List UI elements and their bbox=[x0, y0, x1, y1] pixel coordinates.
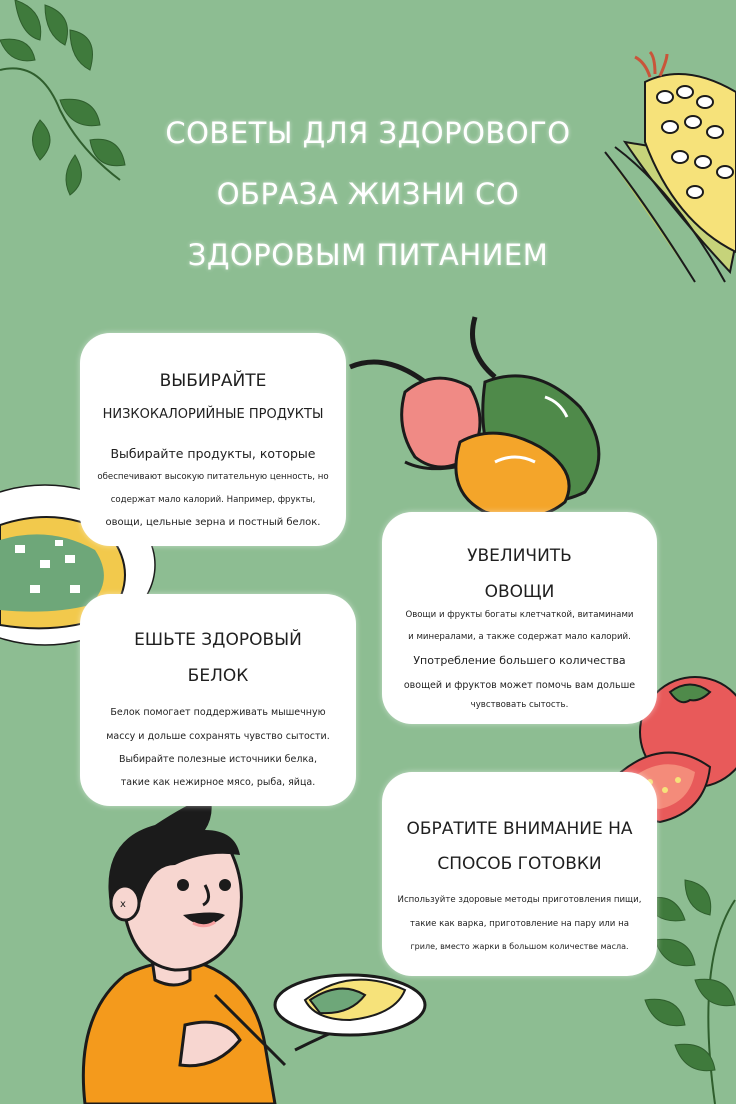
page-title-line-3: ЗДОРОВЫМ ПИТАНИЕМ bbox=[187, 238, 549, 272]
card-body-line-3: гриле, вместо жарки в большом количестве масла. bbox=[410, 942, 629, 951]
card-body-line-4: овощей и фруктов может помочь вам дольше bbox=[403, 680, 636, 691]
card-heading-line-1: ЕШЬТЕ ЗДОРОВЫЙ bbox=[134, 630, 302, 650]
bell-peppers-icon bbox=[345, 312, 610, 527]
card-body-line-1: Используйте здоровые методы приготовления пищи, bbox=[397, 895, 642, 905]
card-heading-line-1: УВЕЛИЧИТЬ bbox=[467, 546, 572, 566]
herb-leaves-icon bbox=[0, 0, 135, 200]
card-body-line-3: Употребление большего количества bbox=[413, 654, 626, 667]
card-body-line-2: и минералами, а также содержат мало калорий. bbox=[408, 632, 631, 642]
page-title-line-1: СОВЕТЫ ДЛЯ ЗДОРОВОГО bbox=[165, 116, 571, 150]
card-body-line-4: овощи, цельные зерна и постный белок. bbox=[105, 517, 321, 528]
svg-text:x: x bbox=[120, 899, 126, 910]
card-body-line-1: Овощи и фрукты богаты клетчаткой, витаминами bbox=[405, 610, 634, 620]
card-heading-line-1: ОБРАТИТЕ ВНИМАНИЕ НА bbox=[406, 819, 633, 839]
card-heading-line-1: ВЫБИРАЙТЕ bbox=[159, 371, 267, 391]
card-body-line-5: чувствовать сытость. bbox=[470, 700, 569, 710]
card-body-line-3: содержат мало калорий. Например, фрукты, bbox=[110, 495, 316, 505]
card-body-line-1: Выбирайте продукты, которые bbox=[110, 446, 316, 461]
card-heading-line-2: ОВОЩИ bbox=[484, 582, 555, 602]
card-heading-line-2: БЕЛОК bbox=[187, 666, 249, 686]
page-title-line-2: ОБРАЗА ЖИЗНИ СО bbox=[216, 177, 520, 211]
card-body-line-2: массу и дольше сохранять чувство сытости. bbox=[106, 731, 330, 742]
card-body-line-1: Белок помогает поддерживать мышечную bbox=[110, 707, 326, 718]
tip-card-low-calorie bbox=[80, 333, 346, 546]
tip-card-cooking-method bbox=[382, 772, 657, 976]
card-body-line-2: такие как варка, приготовление на пару или на bbox=[410, 919, 629, 929]
card-heading-line-2: НИЗКОКАЛОРИЙНЫЕ ПРОДУКТЫ bbox=[102, 407, 324, 422]
card-body-line-3: Выбирайте полезные источники белка, bbox=[118, 754, 318, 765]
tip-card-vegetables bbox=[382, 512, 657, 724]
man-with-plate-icon bbox=[65, 795, 435, 1104]
card-heading-line-2: СПОСОБ ГОТОВКИ bbox=[437, 854, 602, 874]
card-body-line-2: обеспечивают высокую питательную ценность, но bbox=[97, 472, 329, 482]
card-body-line-4: такие как нежирное мясо, рыба, яйца. bbox=[120, 777, 316, 788]
tip-card-protein bbox=[80, 594, 356, 806]
